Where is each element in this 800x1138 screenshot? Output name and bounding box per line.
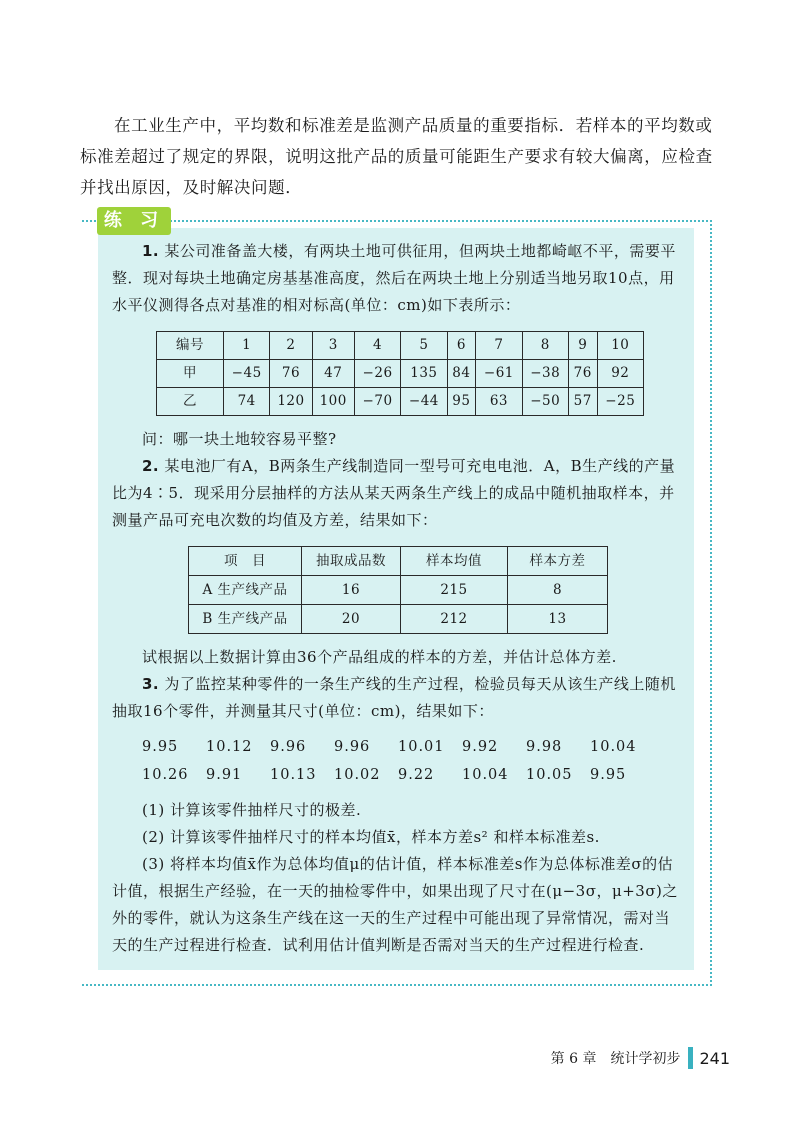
table-cell: 10 bbox=[597, 332, 643, 360]
table-cell: 57 bbox=[568, 388, 597, 416]
table-header-row bbox=[157, 332, 644, 360]
value-item: 10.26 bbox=[142, 767, 189, 783]
table-cell: 47 bbox=[312, 360, 354, 388]
table-cell: 编号 bbox=[157, 332, 224, 360]
intro-paragraph: 在工业生产中，平均数和标准差是监测产品质量的重要指标．若样本的平均数或标准差超过了规定的界限，说明这批产品的质量可能距生产要求有较大偏离，应检查并找出原因，及时解决问题． bbox=[80, 116, 713, 197]
table-cell: 76 bbox=[568, 360, 597, 388]
value-item: 9.95 bbox=[142, 739, 179, 755]
page-number: 241 bbox=[699, 1048, 730, 1068]
table-cell: 16 bbox=[302, 576, 401, 605]
table-cell: 92 bbox=[597, 360, 643, 388]
table-cell: 样本方差 bbox=[508, 547, 608, 576]
table-row bbox=[189, 605, 608, 634]
question-1 bbox=[112, 238, 682, 319]
value-item: 9.92 bbox=[462, 739, 499, 755]
page-footer bbox=[551, 1045, 730, 1071]
value-item: 10.12 bbox=[206, 739, 253, 755]
value-item: 10.01 bbox=[398, 739, 445, 755]
value-item: 9.95 bbox=[590, 767, 627, 783]
measurement-values bbox=[142, 733, 682, 789]
table-cell: 6 bbox=[447, 332, 476, 360]
question-2-number: 2. bbox=[142, 457, 160, 475]
table-cell: −38 bbox=[522, 360, 568, 388]
question-2 bbox=[112, 453, 682, 534]
table-row bbox=[157, 360, 644, 388]
question-1-text: 某公司准备盖大楼，有两块土地可供征用，但两块土地都崎岖不平，需要平整．现对每块土地确定房基基准高度，然后在两块土地上分别适当地另取10点，用水平仪测得各点对基准的相对标高(单位：cm)如下表所示： bbox=[112, 242, 676, 314]
value-item: 10.04 bbox=[462, 767, 509, 783]
value-item: 9.22 bbox=[398, 767, 435, 783]
table-cell: 135 bbox=[401, 360, 447, 388]
value-item: 10.13 bbox=[270, 767, 317, 783]
table-cell: 抽取成品数 bbox=[302, 547, 401, 576]
table-cell: B 生产线产品 bbox=[189, 605, 302, 634]
table-row bbox=[189, 576, 608, 605]
table-cell: 74 bbox=[224, 388, 270, 416]
table-cell: −50 bbox=[522, 388, 568, 416]
table-cell: 120 bbox=[270, 388, 312, 416]
table-cell: −61 bbox=[476, 360, 522, 388]
table-cell: −45 bbox=[224, 360, 270, 388]
table-cell: 84 bbox=[447, 360, 476, 388]
table-cell: 甲 bbox=[157, 360, 224, 388]
question-2-followup: 试根据以上数据计算由36个产品组成的样本的方差，并估计总体方差. bbox=[142, 648, 617, 666]
value-item: 10.05 bbox=[526, 767, 573, 783]
question-3-number: 3. bbox=[142, 675, 160, 693]
table-cell: 215 bbox=[401, 576, 508, 605]
value-item: 9.96 bbox=[270, 739, 307, 755]
question-1-number: 1. bbox=[142, 242, 160, 260]
question-3-part-1: (1) 计算该零件抽样尺寸的极差. bbox=[142, 801, 362, 819]
value-item: 10.04 bbox=[590, 739, 637, 755]
table-cell: 5 bbox=[401, 332, 447, 360]
table-cell: 212 bbox=[401, 605, 508, 634]
intro-section bbox=[80, 110, 720, 203]
table-cell: 4 bbox=[354, 332, 400, 360]
exercise-tag: 练 习 bbox=[97, 207, 171, 235]
table-cell: 95 bbox=[447, 388, 476, 416]
table-cell: 63 bbox=[476, 388, 522, 416]
table-cell: 76 bbox=[270, 360, 312, 388]
table-cell: −25 bbox=[597, 388, 643, 416]
table-cell: −26 bbox=[354, 360, 400, 388]
value-item: 10.02 bbox=[334, 767, 381, 783]
table-cell: 100 bbox=[312, 388, 354, 416]
question-3-part-3: (3) 将样本均值x̄作为总体均值μ的估计值，样本标准差s作为总体标准差σ的估计值，根据生产经验，在一天的抽检零件中，如果出现了尺寸在(μ−3σ，μ+3σ)之外的零件，就认为这条生产线在这一天的生产过程中可能出现了异常情况，需对当天的生产过程进行检查．试利用估计值判断是否需对当天的生产过程进行检查. bbox=[112, 855, 678, 954]
value-item: 9.91 bbox=[206, 767, 243, 783]
battery-table bbox=[188, 546, 608, 634]
question-3 bbox=[112, 671, 682, 725]
value-item: 9.96 bbox=[334, 739, 371, 755]
table-cell: 8 bbox=[522, 332, 568, 360]
page-marker-bar bbox=[688, 1047, 693, 1069]
table-cell: 样本均值 bbox=[401, 547, 508, 576]
table-cell: −70 bbox=[354, 388, 400, 416]
question-3-text: 为了监控某种零件的一条生产线的生产过程，检验员每天从该生产线上随机抽取16个零件，并测量其尺寸(单位：cm)，结果如下： bbox=[112, 675, 676, 720]
elevation-table bbox=[156, 331, 644, 416]
table-cell: 9 bbox=[568, 332, 597, 360]
table-cell: 13 bbox=[508, 605, 608, 634]
table-cell: 项 目 bbox=[189, 547, 302, 576]
table-cell: 20 bbox=[302, 605, 401, 634]
table-cell: 7 bbox=[476, 332, 522, 360]
values-row-1 bbox=[142, 733, 682, 761]
table-cell: −44 bbox=[401, 388, 447, 416]
chapter-title: 第 6 章 统计学初步 bbox=[550, 1051, 681, 1067]
table-cell: 乙 bbox=[157, 388, 224, 416]
table-cell: 3 bbox=[312, 332, 354, 360]
question-3-part-2: (2) 计算该零件抽样尺寸的样本均值x̄，样本方差s² 和样本标准差s. bbox=[142, 828, 600, 846]
question-1-ask: 问：哪一块土地较容易平整? bbox=[142, 430, 337, 448]
table-header-row bbox=[189, 547, 608, 576]
table-cell: 2 bbox=[270, 332, 312, 360]
table-cell: 1 bbox=[224, 332, 270, 360]
exercise-content bbox=[112, 238, 682, 959]
value-item: 9.98 bbox=[526, 739, 563, 755]
table-cell: 8 bbox=[508, 576, 608, 605]
values-row-2 bbox=[142, 761, 682, 789]
table-cell: A 生产线产品 bbox=[189, 576, 302, 605]
table-row bbox=[157, 388, 644, 416]
question-2-text: 某电池厂有A，B两条生产线制造同一型号可充电电池．A，B生产线的产量比为4∶5．现采用分层抽样的方法从某天两条生产线上的成品中随机抽取样本，并测量产品可充电次数的均值及方差，结果如下： bbox=[112, 457, 676, 529]
